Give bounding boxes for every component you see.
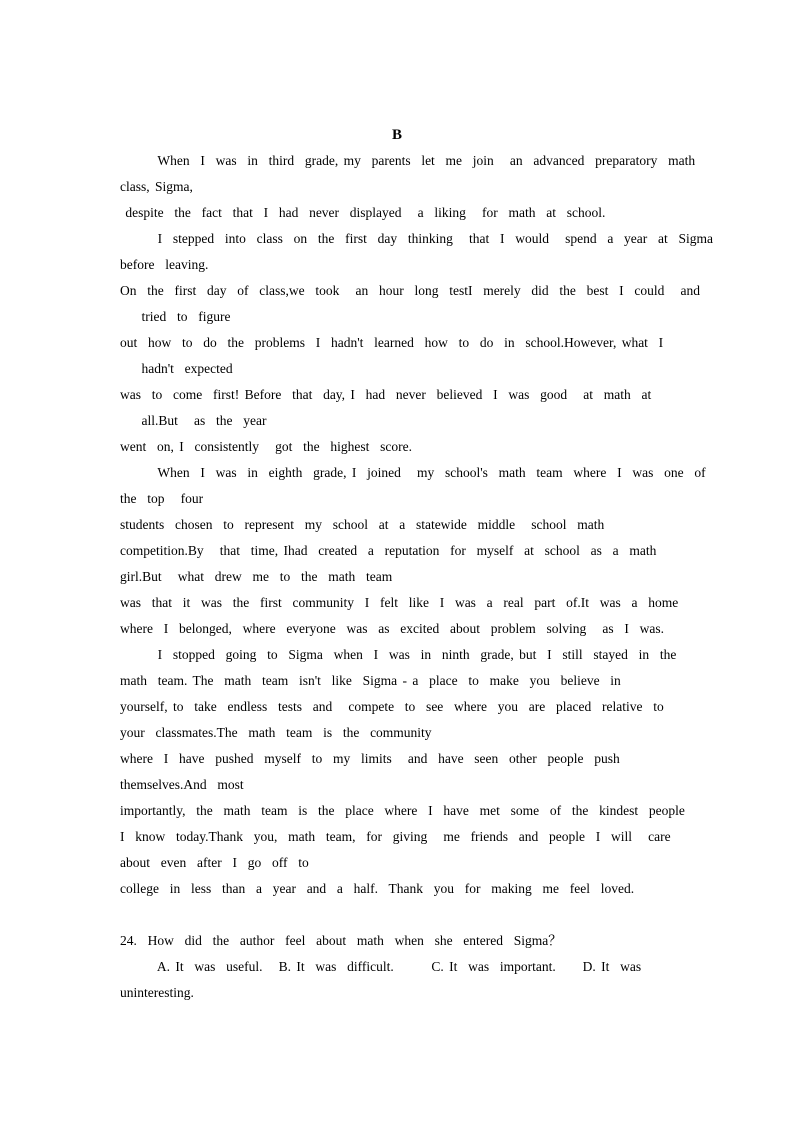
- passage-line: yourself, to take endless tests and compete to see where you are placed relative to: [120, 699, 664, 714]
- passage-line: importantly, the math team is the place where I have met some of the kindest people: [120, 803, 685, 818]
- passage-line: despite the fact that I had never displayed a liking for math at school.: [120, 205, 606, 220]
- passage-line: class, Sigma,: [120, 179, 193, 194]
- passage-line: math team. The math team isn't like Sigma - a place to make you believe in: [120, 673, 621, 688]
- passage-line: out how to do the problems I hadn't learned how to do in school.However, what I: [120, 335, 664, 350]
- passage-line: where I belonged, where everyone was as excited about problem solving as I was.: [120, 621, 664, 636]
- passage-line: I stepped into class on the first day thinking that I would spend a year at Sigma: [120, 231, 714, 246]
- passage-line: When I was in third grade, my parents let me join an advanced preparatory math: [120, 153, 696, 168]
- passage-line: themselves.And most: [120, 777, 244, 792]
- passage-line: was that it was the first community I felt like I was a real part of.It was a home: [120, 595, 679, 610]
- passage-line: girl.But what drew me to the math team: [120, 569, 393, 584]
- question-stem: 24. How did the author feel about math when she entered Sigma？: [120, 933, 562, 948]
- passage-line: competition.By that time, Ihad created a reputation for myself at school as a math: [120, 543, 657, 558]
- passage-line: about even after I go off to: [120, 855, 309, 870]
- passage-line: tried to figure: [120, 309, 231, 324]
- section-title: B: [391, 127, 402, 143]
- passage-line: before leaving.: [120, 257, 209, 272]
- passage-line: where I have pushed myself to my limits and have seen other people push: [120, 751, 620, 766]
- passage-line: I stopped going to Sigma when I was in ninth grade, but I still stayed in the: [120, 647, 677, 662]
- question-options: A. It was useful. B. It was difficult. C. It was important. D. It was: [120, 959, 642, 974]
- passage-line: I know today.Thank you, math team, for giving me friends and people I will care: [120, 829, 671, 844]
- passage-line: students chosen to represent my school at a statewide middle school math: [120, 517, 605, 532]
- passage-line: the top four: [120, 491, 204, 506]
- passage-line: went on, I consistently got the highest score.: [120, 439, 412, 454]
- passage-line: all.But as the year: [120, 413, 267, 428]
- passage-line: your classmates.The math team is the community: [120, 725, 432, 740]
- question-options-wrap: uninteresting.: [120, 985, 194, 1000]
- passage-line: hadn't expected: [120, 361, 233, 376]
- passage-line: college in less than a year and a half. Thank you for making me feel loved.: [120, 881, 635, 896]
- passage-line: When I was in eighth grade, I joined my school's math team where I was one of: [120, 465, 706, 480]
- passage-line: was to come first! Before that day, I had never believed I was good at math at: [120, 387, 652, 402]
- passage-line: On the first day of class,we took an hour long testI merely did the best I could and: [120, 283, 701, 298]
